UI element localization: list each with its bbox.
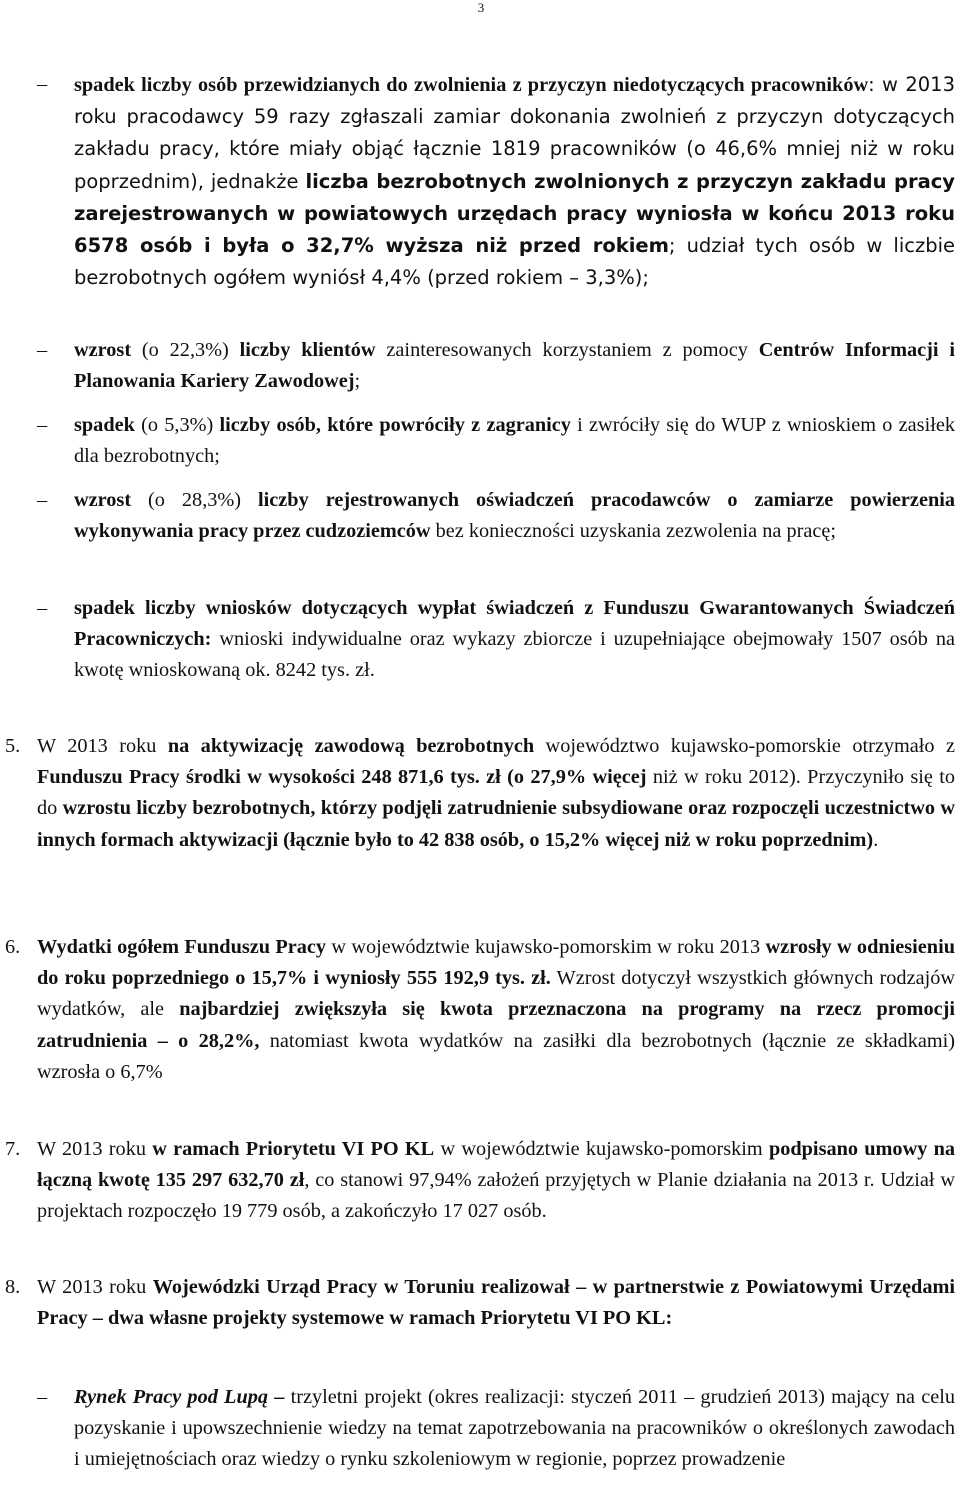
text-run: Wydatki ogółem Funduszu Pracy <box>37 936 327 958</box>
text-run: bez konieczności uzyskania zezwolenia na pracę; <box>430 520 836 543</box>
text-run: wzrosły w odniesieniu do roku poprzedniego o 15,7% i wyniosły 555 192,9 tys. zł. <box>37 936 955 990</box>
text-run: niż w roku 2012). Przyczyniło się to do <box>37 766 956 820</box>
text-run: natomiast kwota wydatków na zasiłki dla bezrobotnych (łącznie ze składkami) wzrosła o 6,7% <box>37 1029 955 1083</box>
bullet-item <box>37 69 955 294</box>
text-run: spadek <box>74 414 135 436</box>
text-run: wzrost <box>74 489 132 511</box>
item-number: 6. <box>5 936 21 958</box>
text-run: (o 5,3%) <box>134 414 220 436</box>
text-run: : w 2013 roku pracodawcy 59 razy zgłaszali zamiar dokonania zwolnień z przyczyn dotyczących zakładu pracy, które miały objąć łącznie 1819 pracowników (o 46,6% mniej niż w roku poprzednim), jednakże <box>74 73 955 193</box>
text-run: Centrów Informacji i Planowania Kariery Zawodowej <box>74 339 955 393</box>
item-text <box>37 1134 955 1228</box>
text-run: w województwie kujawsko-pomorskim w roku 2013 <box>326 936 766 958</box>
bullet-item <box>37 1382 955 1476</box>
item-text <box>37 932 955 1088</box>
bullet-item <box>37 410 955 472</box>
bullet-dash: – <box>37 73 48 95</box>
text-run: Funduszu Pracy środki w wysokości 248 871,6 tys. zł (o 27,9% więcej <box>37 766 647 789</box>
bullet-text <box>74 593 955 687</box>
text-run: na aktywizację zawodową bezrobotnych <box>167 735 535 757</box>
text-run: Wojewódzki Urząd Pracy w Toruniu realizował – w partnerstwie z Powiatowymi Urzędami Pracy – dwa własne projekty systemowe w ramach Priorytetu VI PO KL: <box>37 1276 955 1330</box>
item-number: 8. <box>5 1276 21 1298</box>
text-run: spadek liczby osób przewidzianych do zwolnienia z przyczyn niedotyczących pracowników <box>74 74 869 96</box>
text-run: najbardziej zwiększyła się kwota przeznaczona na programy na rzecz promocji zatrudnienia – o 28,2%, <box>37 998 955 1052</box>
text-run: liczby klientów <box>239 339 376 361</box>
text-run: ; <box>354 370 361 393</box>
text-run: podpisano umowy na łączną kwotę 135 297 632,70 zł <box>37 1138 956 1192</box>
text-run: w ramach Priorytetu VI PO KL <box>152 1138 435 1160</box>
bullet-text <box>74 335 955 397</box>
bullet-item <box>37 335 955 397</box>
numbered-item <box>5 1272 955 1334</box>
text-run: liczba bezrobotnych zwolnionych z przyczyn zakładu pracy zarejestrowanych w powiatowych urzędach pracy wyniosła w końcu 2013 roku 6578 osób i była o 32,7% wyższa niż przed rokiem <box>74 169 955 258</box>
item-number: 7. <box>5 1138 21 1160</box>
text-run: W 2013 roku <box>37 1276 153 1298</box>
numbered-item <box>5 1134 955 1228</box>
text-run: województwo kujawsko-pomorskie otrzymało z <box>534 735 955 757</box>
text-run: trzyletni projekt (okres realizacji: styczeń 2011 – grudzień 2013) mający na celu pozyskanie i upowszechnienie wiedzy na temat zapotrzebowania na pracowników o określonych zawodach i umiejętnościach oraz wiedzy o rynku szkoleniowym w regionie, poprzez prowadzenie <box>74 1386 956 1471</box>
bullet-text <box>74 485 955 547</box>
text-run: liczby rejestrowanych oświadczeń pracodawców o zamiarze powierzenia wykonywania pracy przez cudzoziemców <box>74 489 955 543</box>
numbered-item <box>5 731 955 856</box>
bullet-text <box>74 69 955 294</box>
text-run: W 2013 roku <box>37 1138 153 1160</box>
text-run: ; udział tych osób w liczbie bezrobotnych ogółem wyniósł 4,4% (przed rokiem – 3,3%); <box>74 234 955 290</box>
bullet-dash: – <box>37 414 48 436</box>
text-run: (o 28,3%) <box>131 489 259 511</box>
text-run: zainteresowanych korzystaniem z pomocy <box>375 339 759 361</box>
bullet-item <box>37 593 955 687</box>
text-run: wzrost <box>74 339 132 361</box>
text-run: i zwróciły się do WUP z wnioskiem o zasiłek dla bezrobotnych; <box>74 414 955 468</box>
bullet-text <box>74 410 955 472</box>
text-run: liczby osób, które powróciły z zagranicy <box>219 414 571 436</box>
text-run: , co stanowi 97,94% założeń przyjętych w Planie działania na 2013 r. Udział w projektach rozpoczęło 19 779 osób, a zakończyło 17 027 osób. <box>37 1169 955 1223</box>
text-run: . <box>873 828 879 851</box>
text-run: spadek liczby wniosków dotyczących wypłat świadczeń z Funduszu Gwarantowanych Świadczeń Pracowniczych: <box>74 597 955 651</box>
text-run: wnioski indywidualne oraz wykazy zbiorcze i uzupełniające obejmowały 1507 osób na kwotę wnioskowaną ok. 8242 tys. zł. <box>74 628 955 682</box>
numbered-item <box>5 932 955 1088</box>
text-run: Rynek Pracy pod Lupą <box>74 1386 269 1408</box>
text-run: – <box>268 1386 291 1408</box>
bullet-dash: – <box>37 489 48 511</box>
item-number: 5. <box>5 735 21 757</box>
bullet-item <box>37 485 955 547</box>
bullet-dash: – <box>37 1386 48 1408</box>
bullet-text <box>74 1382 955 1476</box>
text-run: w województwie kujawsko-pomorskim <box>434 1138 769 1160</box>
text-run: Wzrost dotyczył wszystkich głównych rodzajów wydatków, ale <box>37 967 955 1021</box>
bullet-dash: – <box>37 339 48 361</box>
page-number: 3 <box>477 0 485 15</box>
bullet-dash: – <box>37 597 48 619</box>
text-run: W 2013 roku <box>37 735 168 757</box>
item-text <box>37 731 955 856</box>
item-text <box>37 1272 955 1334</box>
text-run: (o 22,3%) <box>131 339 240 361</box>
text-run: wzrostu liczby bezrobotnych, którzy podjęli zatrudnienie subsydiowane oraz rozpoczęli uczestnictwo w innych formach aktywizacji (łącznie było to 42 838 osób, o 15,2% więcej niż w roku poprzednim) <box>37 797 955 851</box>
